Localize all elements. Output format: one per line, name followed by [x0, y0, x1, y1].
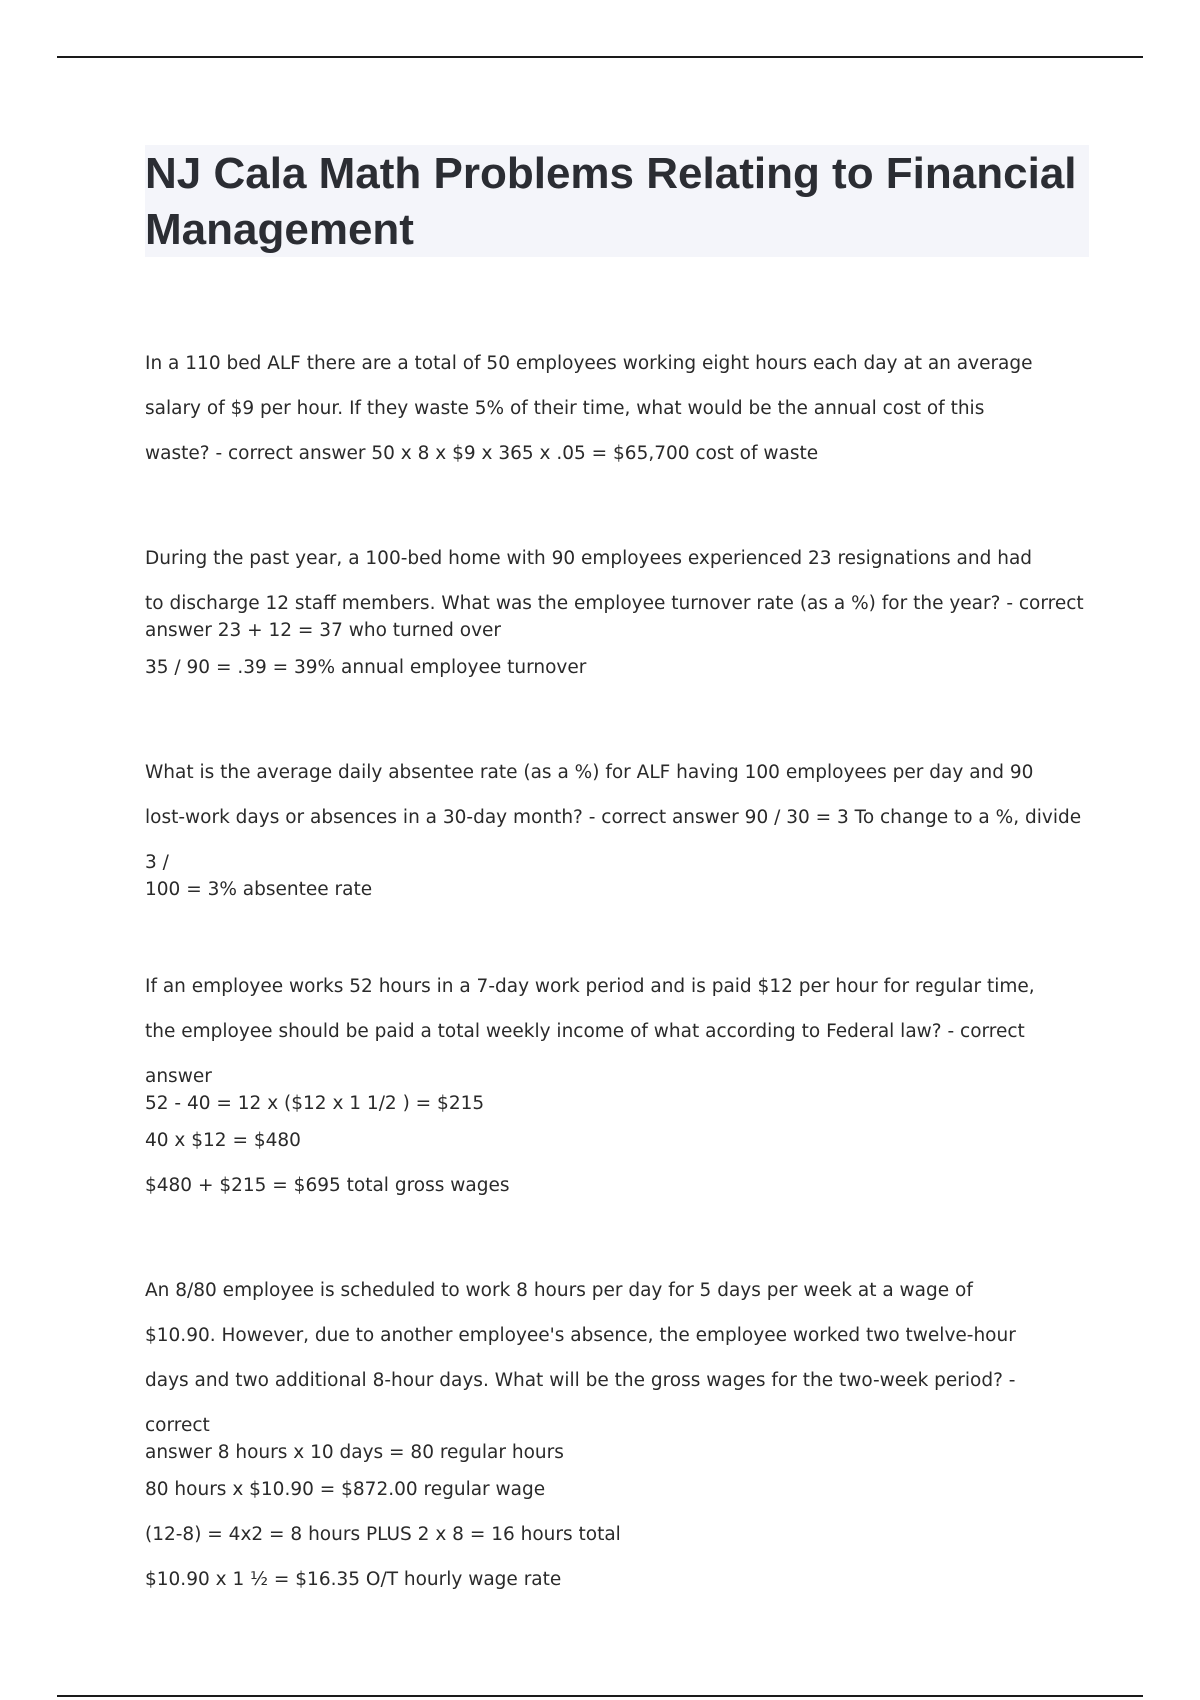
problem-3-answer: 100 = 3% absentee rate	[145, 879, 373, 900]
problem-2-answer: answer 23 + 12 = 37 who turned over	[145, 620, 502, 641]
problem-5-answer: answer 8 hours x 10 days = 80 regular hours	[145, 1442, 564, 1463]
problem-4-extra-1: 40 x $12 = $480	[145, 1130, 301, 1151]
problem-3	[145, 750, 1085, 904]
problem-2-line-2: to discharge 12 staff members. What was the employee turnover rate (as a %) for the year? - correct	[145, 593, 1084, 614]
problem-2-line-1: During the past year, a 100-bed home with 90 employees experienced 23 resignations and had	[145, 548, 1033, 569]
problem-3-line-1: What is the average daily absentee rate (as a %) for ALF having 100 employees per day and 90	[145, 762, 1034, 783]
problem-5-extra-2: (12-8) = 4x2 = 8 hours PLUS 2 x 8 = 16 hours total	[145, 1524, 621, 1545]
problem-4-answer: 52 - 40 = 12 x ($12 x 1 1/2 ) = $215	[145, 1093, 485, 1114]
problem-5-line-2: $10.90. However, due to another employee's absence, the employee worked two twelve-hour	[145, 1325, 1016, 1346]
problem-2	[145, 536, 1085, 690]
bottom-divider	[57, 1695, 1143, 1697]
problem-1-line-1: In a 110 bed ALF there are a total of 50 employees working eight hours each day at an average	[145, 353, 1033, 374]
problem-4	[145, 964, 1085, 1208]
problem-1-line-3: waste? - correct answer 50 x 8 x $9 x 365 x .05 = $65,700 cost of waste	[145, 443, 819, 464]
problem-3-line-2: lost-work days or absences in a 30-day month? - correct answer 90 / 30 = 3 To change to a %, divide 3 /	[145, 807, 1082, 873]
problem-5-line-1: An 8/80 employee is scheduled to work 8 hours per day for 5 days per week at a wage of	[145, 1280, 973, 1301]
problem-2-extra-1: 35 / 90 = .39 = 39% annual employee turnover	[145, 657, 587, 678]
top-divider	[57, 56, 1143, 58]
document-title: NJ Cala Math Problems Relating to Financial Management	[145, 149, 1077, 254]
problem-4-extra-2: $480 + $215 = $695 total gross wages	[145, 1175, 510, 1196]
problem-5	[145, 1268, 1085, 1602]
problem-5-extra-1: 80 hours x $10.90 = $872.00 regular wage	[145, 1479, 546, 1500]
problem-5-extra-3: $10.90 x 1 ½ = $16.35 O/T hourly wage rate	[145, 1569, 562, 1590]
problem-4-line-2: the employee should be paid a total weekly income of what according to Federal law? - correct answer	[145, 1021, 1025, 1087]
problem-1-line-2: salary of $9 per hour. If they waste 5% of their time, what would be the annual cost of this	[145, 398, 985, 419]
problem-1	[145, 341, 1085, 476]
problem-5-line-3: days and two additional 8-hour days. What will be the gross wages for the two-week period? - correct	[145, 1370, 1016, 1436]
document-body	[145, 341, 1085, 1602]
problem-4-line-1: If an employee works 52 hours in a 7-day work period and is paid $12 per hour for regular time,	[145, 976, 1035, 997]
